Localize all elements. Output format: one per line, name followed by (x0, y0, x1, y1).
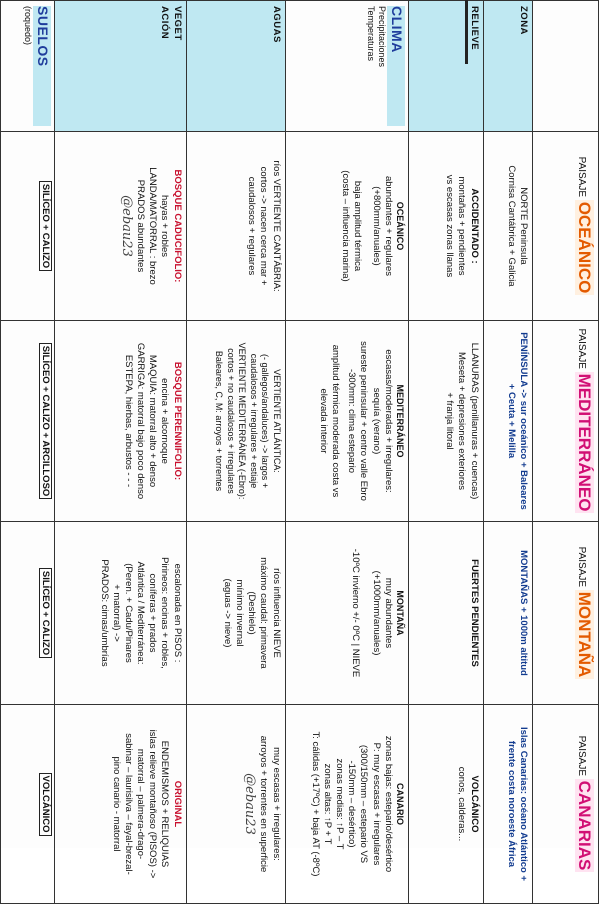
suelos-row (1, 1, 55, 904)
montana-clima-title: MONTAÑA (395, 590, 406, 636)
montana-precip: muy abundantes (+1000mm/anuales) (370, 570, 394, 656)
header-montana (533, 522, 599, 705)
cell-canarias-vegetacion (54, 705, 186, 904)
paisaje-label: PAISAJE (576, 328, 587, 369)
cell-oceanico-aguas (186, 132, 285, 321)
aguas-row (186, 1, 285, 904)
paisaje-label: PAISAJE (576, 156, 587, 198)
oceanico-veget-landa: LANDA/MATORRAL : brezo (147, 167, 159, 285)
cell-oceanico-zona (483, 132, 532, 321)
canarias-aguas-text: muy escasas + irregulares: arroyos + torrentes en superficie (258, 735, 282, 873)
row-label-suelos-cell (1, 1, 55, 132)
mediterraneo-veget-garriga: GARRIGA: matorral bajo poco denso (135, 342, 147, 500)
canarias-veget-endemismos: ENDEMISMOS + RELIQUIAS (159, 740, 171, 868)
cell-oceanico-clima (285, 132, 409, 321)
cell-montana-zona (483, 522, 532, 705)
mediterraneo-relieve-text: LLANURAS (penillanuras + cuencas) Meseta + depresiones exteriores + franja litoral (444, 342, 480, 500)
cell-montana-relieve (409, 522, 483, 705)
cell-canarias-clima (285, 705, 409, 904)
header-oceanico (533, 132, 599, 321)
clima-row (285, 1, 409, 904)
cell-mediterraneo-clima (285, 321, 409, 522)
corner-cell (533, 1, 599, 132)
cell-montana-vegetacion (54, 522, 186, 705)
paisaje-label: PAISAJE (576, 546, 587, 588)
oceanico-aguas-text: ríos VERTIENTE CANTÁBRIA: cortos -> nacen cerca mar + caudalosos + regulares (246, 160, 282, 292)
canarias-veget-pisos: islas relieve montañoso (PISOS) -> matorral – palmera-drago- sabinar – laurisilva – fayal-brezal- pino canario - matorral (110, 729, 159, 879)
vegetacion-row (54, 1, 186, 904)
mediterraneo-aguas-text: VERTIENTE ATLÁNTICA: (- gallegos/andaluces) -> largos + caudalosos + irregulares + estiaje VERTIENTE MEDITERRÁNEA (-Ebro): cortos + no caudalosos + irregulares Baleares, C, M: arroyos + torrentes (214, 342, 282, 500)
title-montana: MONTAÑA (575, 591, 594, 678)
oceanico-signature: @ebau23 (118, 195, 134, 257)
title-oceanico: OCEÁNICO (575, 201, 594, 294)
oceanico-veget-title: BOSQUE CADUCIFOLIO: (171, 169, 183, 283)
paisaje-label: PAISAJE (576, 735, 587, 776)
oceanico-clima-title: OCEÁNICO (395, 201, 406, 251)
row-label-clima-cell (285, 1, 409, 132)
montana-veget-text: escalonada en PISOS : Pirineos: encinas + robles, coníferas + prados Atlántica / Mediterránea: (Peren. + Cadu/Pinares + matorral) -> PRADOS: cimas/umbrías (98, 557, 183, 669)
header-row (533, 1, 599, 904)
mediterraneo-zona-text: PENÍNSULA -> sur oceánico + Baleares + Ceuta + Melilla (505, 332, 530, 510)
montana-zona-text: MONTAÑAS + 1000m altitud (518, 550, 530, 676)
cell-canarias-suelos (1, 705, 55, 904)
zona-row (483, 1, 532, 904)
montana-aguas-text: ríos influencia NIEVE máximo caudal: primavera (Deshielo) mínimo invernal (aguas -> nieve) (221, 557, 282, 669)
canarias-precip: zonas bajas: estepario/desértico P: muy escasas + irregulares (300/150mm – estepario VS -150mm – desértico) zonas medias: ↑P – T zonas altas: ↑P + T (322, 735, 394, 873)
montana-relieve-text: FUERTES PENDIENTES (468, 559, 480, 667)
clima-sublabels: Precipitaciones Temperaturas (365, 6, 388, 68)
oceanico-relieve-title: ACCIDENTADO : (468, 188, 480, 264)
canarias-clima-title: CANARIO (395, 783, 406, 825)
cell-oceanico-relieve (409, 132, 483, 321)
montana-temp: -10ºC invierno +/- 0ºC | NIEVE (350, 548, 362, 678)
oceanico-veget-species: hayas + robles (159, 194, 171, 258)
mediterraneo-veget-estepa: ESTEPA, hierbas, arbustos - - - (122, 354, 134, 488)
header-mediterraneo (533, 321, 599, 522)
mediterraneo-veget-title: BOSQUE PERENNIFOLIO: (171, 361, 183, 481)
cell-mediterraneo-vegetacion (54, 321, 186, 522)
mediterraneo-suelos-text: SILÍCEO + CALIZO + ARCILLOSO (39, 343, 52, 500)
oceanico-temp: baja amplitud térmica (costa – influencia marina) (340, 170, 364, 282)
cell-mediterraneo-aguas (186, 321, 285, 522)
oceanico-suelos-text: SILÍCEO + CALIZO (39, 181, 52, 271)
row-label-zona: ZONA (483, 1, 532, 132)
mediterraneo-veget-species: encina + alcornoque (159, 378, 171, 464)
row-label-suelos: SUELOS (33, 6, 51, 126)
canarias-zona-text: Islas Canarias: océano Atlántico + frente costa noroeste África (505, 726, 530, 882)
mediterraneo-precip: escasas/moderadas + irregulares: sequía (verano) sureste peninsular + centro valle Ebro -300mm: clima estepario (346, 341, 394, 501)
cell-oceanico-suelos (1, 132, 55, 321)
cell-canarias-aguas (186, 705, 285, 904)
relieve-row (409, 1, 483, 904)
mediterraneo-temp: amplitud térmica moderada costa vs elevada interior (318, 344, 342, 498)
canarias-relieve-text: conos, calderas... (456, 766, 468, 842)
cell-mediterraneo-relieve (409, 321, 483, 522)
title-canarias: CANARIAS (575, 780, 594, 871)
cell-montana-suelos (1, 522, 55, 705)
cell-canarias-relieve (409, 705, 483, 904)
scan-edge-mark (465, 0, 468, 64)
cell-mediterraneo-suelos (1, 321, 55, 522)
cell-montana-clima (285, 522, 409, 705)
oceanico-relieve-text: montañas + pendientes vs escasas zonas llanas (444, 174, 468, 278)
mediterraneo-veget-maquia: MAQUIA: matorral alto + denso (147, 354, 159, 488)
canarias-veget-title: ORIGINAL (171, 780, 183, 828)
row-label-relieve: RELIEVE (409, 1, 483, 132)
cell-mediterraneo-zona (483, 321, 532, 522)
cell-oceanico-vegetacion (54, 132, 186, 321)
canarias-signature: @ebau23 (242, 773, 258, 835)
row-label-aguas: AGUAS (186, 1, 285, 132)
mediterraneo-clima-title: MEDITERRÁNEO (395, 384, 406, 458)
header-canarias (533, 705, 599, 904)
suelos-sublabel: (roquedo) (22, 6, 33, 46)
title-mediterraneo: MEDITERRÁNEO (575, 373, 594, 512)
oceanico-veget-prados: PRADOS abundantes (135, 179, 147, 273)
cell-canarias-zona (483, 705, 532, 904)
montana-suelos-text: SILÍCEO + CALIZO (39, 568, 52, 658)
oceanico-zona-text: NORTE Peninsula Cornisa Cantábrica + Galicia (505, 165, 530, 287)
canarias-relieve-title: VOLCÁNICO (468, 775, 480, 833)
row-label-clima: CLIMA (387, 6, 405, 126)
oceanico-precip: abundantes + regulares (+800mm/anuales) (370, 175, 394, 277)
canarias-temp: T: cálidas (+17ºC) + baja AT (-8ºC) (309, 731, 321, 877)
canarias-suelos-text: VOLCÁNICO (39, 773, 52, 836)
row-label-vegetacion: VEGET ACIÓN (54, 1, 186, 132)
cell-montana-aguas (186, 522, 285, 705)
